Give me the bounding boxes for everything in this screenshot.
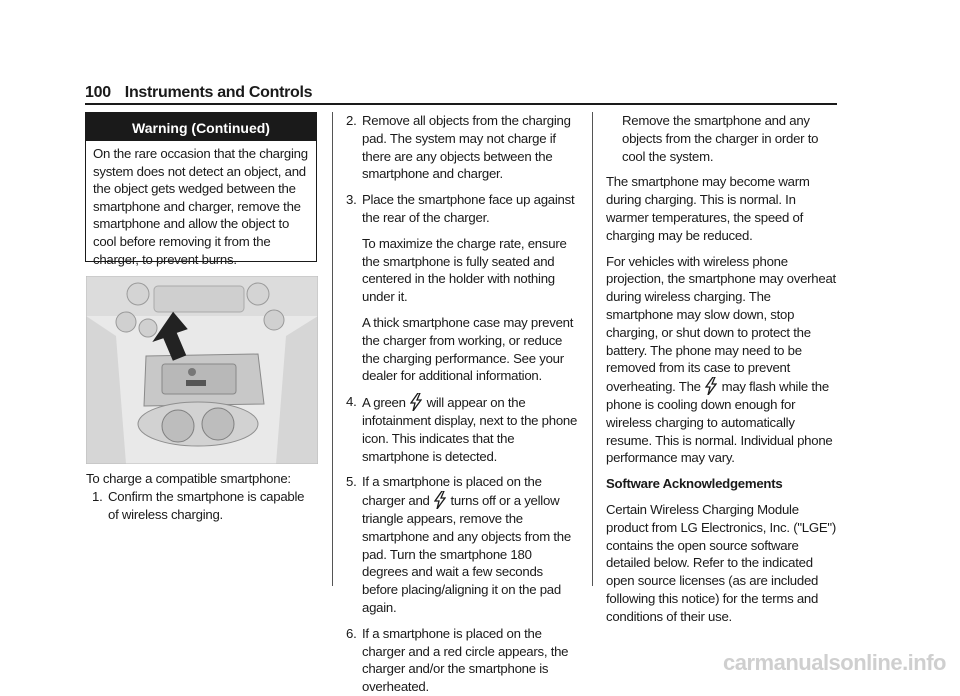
lightning-bolt-icon (410, 393, 422, 411)
step-6-continuation: Remove the smartphone and any objects from the charger in order to cool the system. (622, 113, 819, 164)
list-item-6 (346, 625, 578, 696)
page-header (85, 84, 837, 104)
console-charger-illustration (86, 276, 318, 464)
step-text: If a smartphone is placed on the charger and a red circle appears, the charger and/or the smartphone is overheated. (362, 625, 569, 695)
step-number: 5. (346, 474, 357, 490)
page-number: 100 (85, 84, 111, 101)
step-text (362, 393, 578, 465)
step-4-text-b: will appear on the infotainment display, next to the phone icon. This indicates that the smartphone is detected. (362, 395, 578, 464)
section-heading: Software Acknowledgements (606, 476, 783, 492)
step-5-text-a: If a smartphone is placed on the charger and (362, 474, 542, 509)
step-3-note-1: To maximize the charge rate, ensure the smartphone is fully seated and centered in the holder with nothing under it. (362, 235, 567, 305)
lightning-bolt-icon (705, 377, 717, 395)
warning-title: Warning (Continued) (86, 113, 316, 141)
step-number: 6. (346, 625, 357, 641)
step-text: Place the smartphone face up against the rear of the charger. (362, 192, 575, 225)
paragraph-overheat (606, 253, 840, 468)
watermark: carmanualsonline.info (723, 650, 946, 675)
step-4-text-a: A green (362, 395, 406, 411)
warning-body: On the rare occasion that the charging system does not detect an object, and the object gets wedged between the smartphone and charger, remove the smartphone and allow the object to cool before removing it from the charger, to prevent burns. (93, 146, 308, 267)
list-item-4 (346, 393, 578, 465)
list-item-2 (346, 112, 578, 183)
step-text: Confirm the smartphone is capable of wireless charging. (108, 488, 305, 522)
paragraph-warm: The smartphone may become warm during charging. This is normal. In warmer temperatures, the speed of charging may be reduced. (606, 174, 810, 243)
header-rule (85, 103, 837, 105)
column-2-text (346, 112, 578, 696)
step-5-text-b: turns off or a yellow triangle appears, remove the smartphone and any objects from the pad. Turn the smartphone 180 degrees and wait a few seconds before placing/aligning it on the pad again. (362, 493, 571, 615)
paragraph-software: Certain Wireless Charging Module product from LG Electronics, Inc. ("LGE") contains the open source software detailed below. Refer to the indicated open source licenses (as are included following this notice) for the terms and conditions of their use. (606, 501, 836, 624)
overheat-text-b: may flash while the phone is cooling down enough for wireless charging to automatically resume. This is normal. Individual phone performance may vary. (606, 379, 833, 466)
step-number: 2. (346, 113, 357, 128)
section-title: Instruments and Controls (124, 84, 313, 101)
list-item-3 (346, 191, 578, 227)
column-divider (592, 112, 593, 586)
step-text (362, 473, 578, 616)
step-text: Remove all objects from the charging pad. The system may not charge if there are any objects between the smartphone and charger. (362, 113, 571, 182)
warning-box (85, 112, 317, 267)
step-number: 3. (346, 192, 357, 208)
console-illustration-svg (86, 276, 318, 464)
lightning-bolt-icon (434, 491, 446, 509)
step-number: 4. (346, 394, 357, 410)
column-1-text (86, 470, 318, 523)
list-item-5 (346, 473, 578, 616)
column-3-text (606, 112, 840, 626)
list-item-1 (86, 488, 318, 524)
overheat-text-a: For vehicles with wireless phone projection, the smartphone may overheat during wireless charging. The smartphone may slow down, stop charging, or shut down to protect the battery. The phone may need to be removed from its case to prevent overheating. The (606, 253, 836, 395)
intro-text: To charge a compatible smartphone: (86, 471, 291, 486)
step-3-note-2: A thick smartphone case may prevent the charger from working, or reduce the charging performance. See your dealer for additional information. (362, 314, 574, 384)
column-divider (332, 112, 333, 586)
step-number: 1. (92, 488, 103, 504)
